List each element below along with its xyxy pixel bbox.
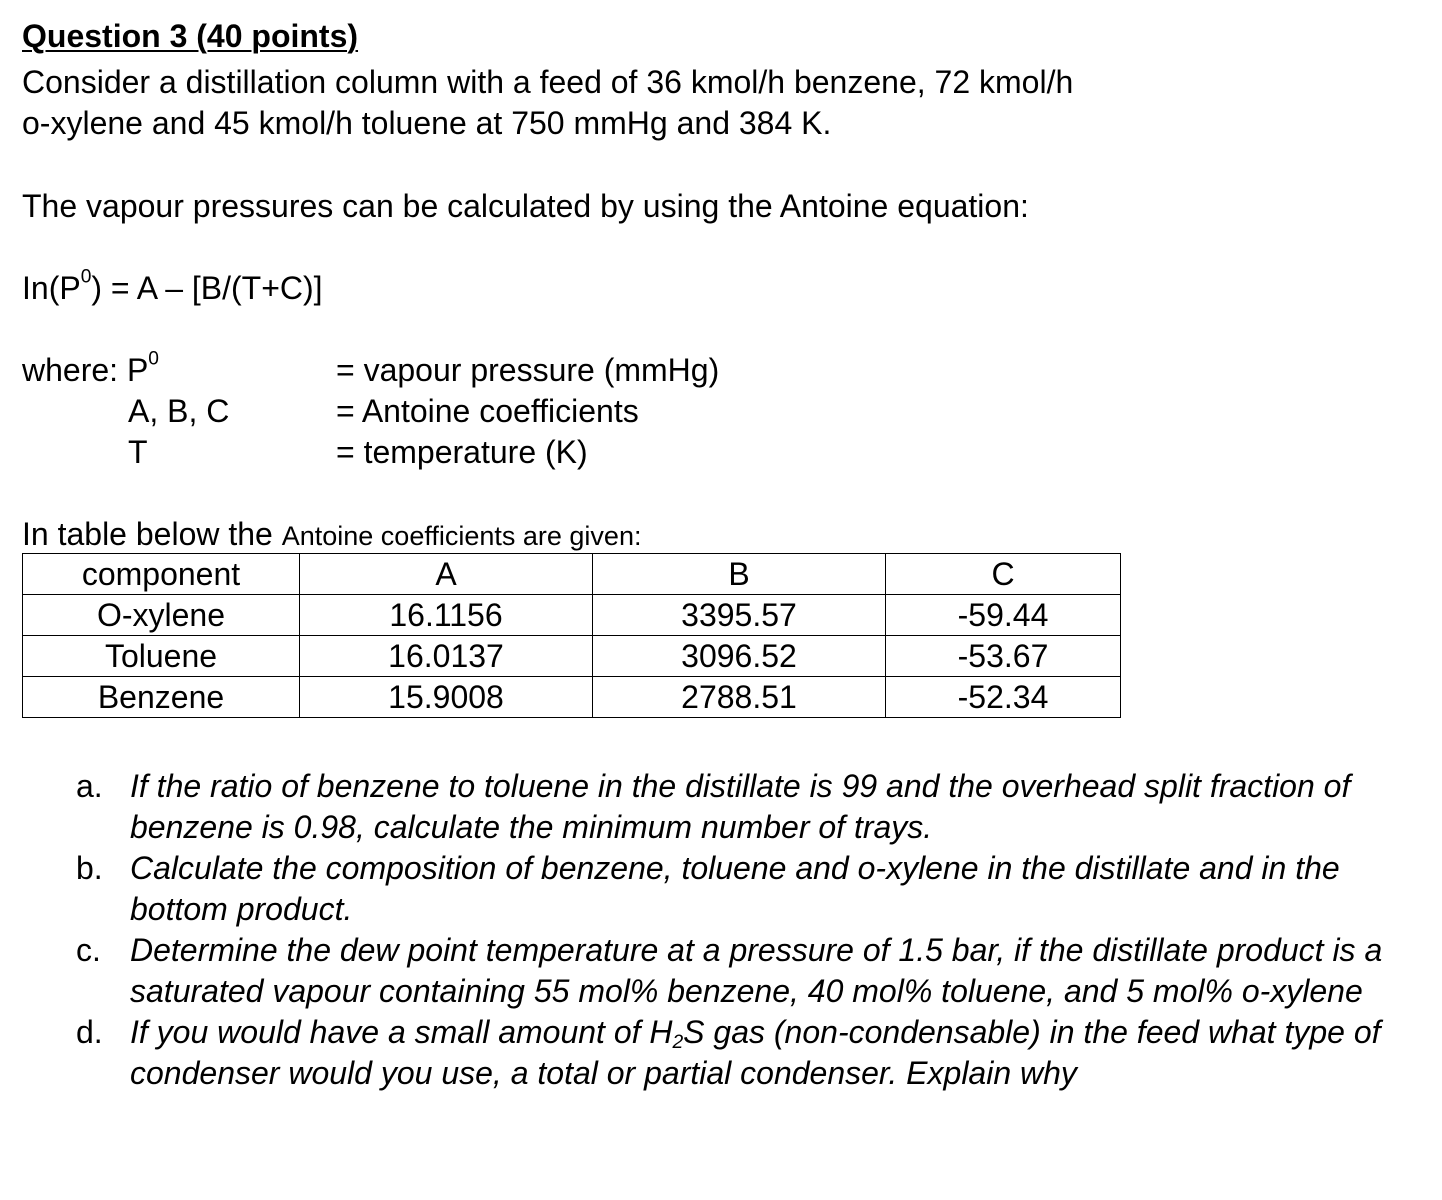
cell-b: 2788.51: [593, 677, 886, 718]
where-label: [22, 350, 159, 390]
subquestion-text-after: S gas (non-condensable) in the feed what type of condenser would you use, a total or partial condenser. Explain why: [130, 1014, 1381, 1091]
equation-suffix: ) = A – [B/(T+C)]: [91, 270, 323, 306]
where-symbol-abc: A, B, C: [128, 393, 230, 429]
cell-c: -52.34: [886, 677, 1121, 718]
subquestion-subscript: 2: [672, 1031, 684, 1053]
table-row: [23, 677, 1121, 718]
intro-line-1: Consider a distillation column with a feed of 36 kmol/h benzene, 72 kmol/h: [22, 64, 1074, 100]
cell-component: O-xylene: [23, 595, 300, 636]
where-label-superscript: 0: [148, 348, 159, 370]
header-c: C: [886, 554, 1121, 595]
where-definition-abc: = Antoine coefficients: [336, 393, 639, 429]
cell-c: -59.44: [886, 595, 1121, 636]
subquestion-b: [70, 848, 1430, 930]
equation-prefix: In(P: [22, 270, 81, 306]
cell-component: Benzene: [23, 677, 300, 718]
table-header-row: [23, 554, 1121, 595]
table-row: [23, 636, 1121, 677]
subquestion-marker: c.: [76, 932, 101, 968]
cell-b: 3096.52: [593, 636, 886, 677]
subquestion-marker: a.: [76, 768, 103, 804]
cell-a: 16.1156: [300, 595, 593, 636]
header-b: B: [593, 554, 886, 595]
where-label-text: where: P: [22, 352, 149, 388]
header-a: A: [300, 554, 593, 595]
table-intro-small: Antoine coefficients are given:: [281, 521, 642, 551]
subquestion-text-before: If you would have a small amount of H: [130, 1014, 673, 1050]
table-intro: [22, 514, 641, 556]
where-symbol-t: T: [128, 434, 148, 470]
equation-superscript: 0: [80, 266, 92, 288]
header-component: component: [23, 554, 300, 595]
cell-a: 16.0137: [300, 636, 593, 677]
subquestion-marker: b.: [76, 850, 103, 886]
subquestion-text: Determine the dew point temperature at a pressure of 1.5 bar, if the distillate product is a saturated vapour containing 55 mol% benzene, 40 mol% toluene, and 5 mol% o-xylene: [130, 932, 1383, 1009]
intro-line-2: o-xylene and 45 kmol/h toluene at 750 mmHg and 384 K.: [22, 105, 832, 141]
subquestion-marker: d.: [76, 1014, 103, 1050]
where-definition-p: = vapour pressure (mmHg): [336, 352, 720, 388]
subquestion-a: [70, 766, 1430, 848]
cell-c: -53.67: [886, 636, 1121, 677]
cell-a: 15.9008: [300, 677, 593, 718]
where-definition-t: = temperature (K): [336, 434, 588, 470]
antoine-equation: [22, 268, 323, 308]
question-title: Question 3 (40 points): [22, 18, 359, 54]
subquestion-c: [70, 930, 1430, 1012]
subquestion-text: [130, 1012, 1430, 1094]
cell-component: Toluene: [23, 636, 300, 677]
table-row: [23, 595, 1121, 636]
subquestion-text: Calculate the composition of benzene, toluene and o-xylene in the distillate and in the bottom product.: [130, 850, 1340, 927]
subquestion-text: If the ratio of benzene to toluene in the distillate is 99 and the overhead split fraction of benzene is 0.98, calculate the minimum number of trays.: [130, 768, 1351, 845]
vapour-pressure-sentence: The vapour pressures can be calculated by using the Antoine equation:: [22, 188, 1029, 224]
cell-b: 3395.57: [593, 595, 886, 636]
subquestion-d: [70, 1012, 1430, 1094]
antoine-coefficients-table: [22, 553, 1121, 718]
subquestion-list: [70, 766, 1430, 1094]
table-intro-large: In table below the: [22, 516, 282, 552]
